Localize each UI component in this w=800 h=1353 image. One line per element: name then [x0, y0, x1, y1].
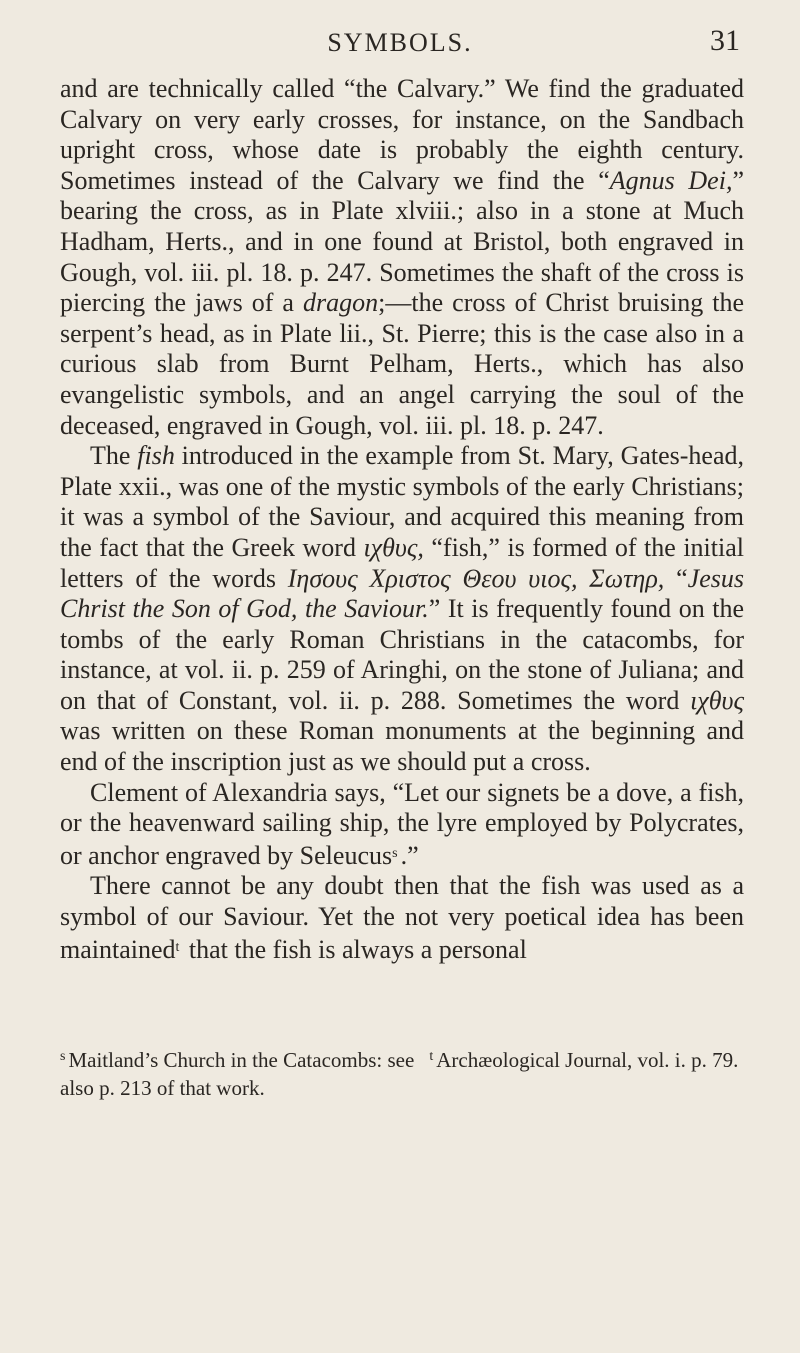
- footnote-text: Maitland’s Church in the Catacombs: see also p. 213 of that work.: [60, 1048, 415, 1100]
- page-number: 31: [710, 24, 740, 57]
- footnote-text: Archæological Journal, vol. i. p. 79.: [436, 1048, 739, 1072]
- italic-text: dragon: [303, 288, 379, 318]
- text-run: Clement of Alexandria says, “Let our signets be a dove, a fish, or the heavenward sailing ship, the lyre employed by Polycrates, or anchor engraved by Seleucus: [60, 777, 744, 870]
- text-run: and are technically called “the Calvary.” We find the graduated Calvary on very early crosses, for instance, on the Sandbach upright cross, whose date is probably the eighth century. Sometimes instead of the Calvary we find the “: [60, 74, 744, 195]
- paragraph-clement: [60, 778, 744, 872]
- text-run: The: [90, 441, 138, 471]
- page-header: [60, 22, 740, 62]
- footnote-s: [60, 1043, 416, 1102]
- italic-text: Jesus Christ the Son of God, the Saviour.: [60, 563, 744, 624]
- footnote-mark: s: [60, 1049, 66, 1064]
- paragraph-fish: [60, 441, 744, 778]
- text-run: that the fish is always a personal: [182, 934, 527, 964]
- footnote-t: [429, 1043, 744, 1102]
- text-run: .”: [400, 840, 419, 870]
- paragraph-calvary: [60, 74, 744, 441]
- text-run: was written on these Roman monuments at the beginning and end of the inscription just as we should put a cross.: [60, 716, 744, 777]
- italic-text: fish: [137, 441, 175, 471]
- greek-text: ιχθυς,: [363, 532, 424, 562]
- body-text: [60, 74, 744, 965]
- footnotes: [60, 1043, 744, 1102]
- footnote-row: [60, 1043, 744, 1102]
- text-run: “: [664, 563, 688, 593]
- greek-text: ιχθυς: [690, 685, 744, 715]
- text-run: “fish,” is formed of the initial letters of the words: [60, 532, 744, 593]
- footnote-ref: s: [392, 845, 398, 861]
- running-title: SYMBOLS.: [327, 28, 473, 57]
- paragraph-symbol: [60, 871, 744, 965]
- footnote-mark: t: [429, 1049, 434, 1064]
- text-run: There cannot be any doubt then that the fish was used as a symbol of our Saviour. Yet the not very poetical idea has been maintained: [60, 871, 744, 964]
- text-run: ” It is frequently found on the tombs of the early Roman Christians in the catacombs, for instance, at vol. ii. p. 259 of Aringhi, on the stone of Juliana; and on that of Constant, vol. ii. p. 288. Sometimes the word: [60, 594, 744, 715]
- italic-text: Agnus Dei,: [609, 165, 733, 195]
- footnote-ref: t: [175, 939, 180, 955]
- text-run: ” bearing the cross, as in Plate xlviii.; also in a stone at Much Hadham, Herts., and in one found at Bristol, both engraved in Gough, vol. iii. pl. 18. p. 247. Sometimes the shaft of the cross is piercing the jaws of a: [60, 165, 744, 318]
- text-run: introduced in the example from St. Mary, Gates-head, Plate xxii., was one of the mystic symbols of the early Christians; it was a symbol of the Saviour, and acquired this meaning from the fact that the Greek word: [60, 441, 745, 562]
- greek-text: Ιησους Χριστος Θεου υιος, Σωτηρ,: [287, 563, 665, 593]
- text-run: ;—the cross of Christ bruising the serpent’s head, as in Plate lii., St. Pierre; this is the case also in a curious slab from Burnt Pelham, Herts., which has also evangelistic symbols, and an angel carrying the soul of the deceased, engraved in Gough, vol. iii. pl. 18. p. 247.: [60, 288, 745, 440]
